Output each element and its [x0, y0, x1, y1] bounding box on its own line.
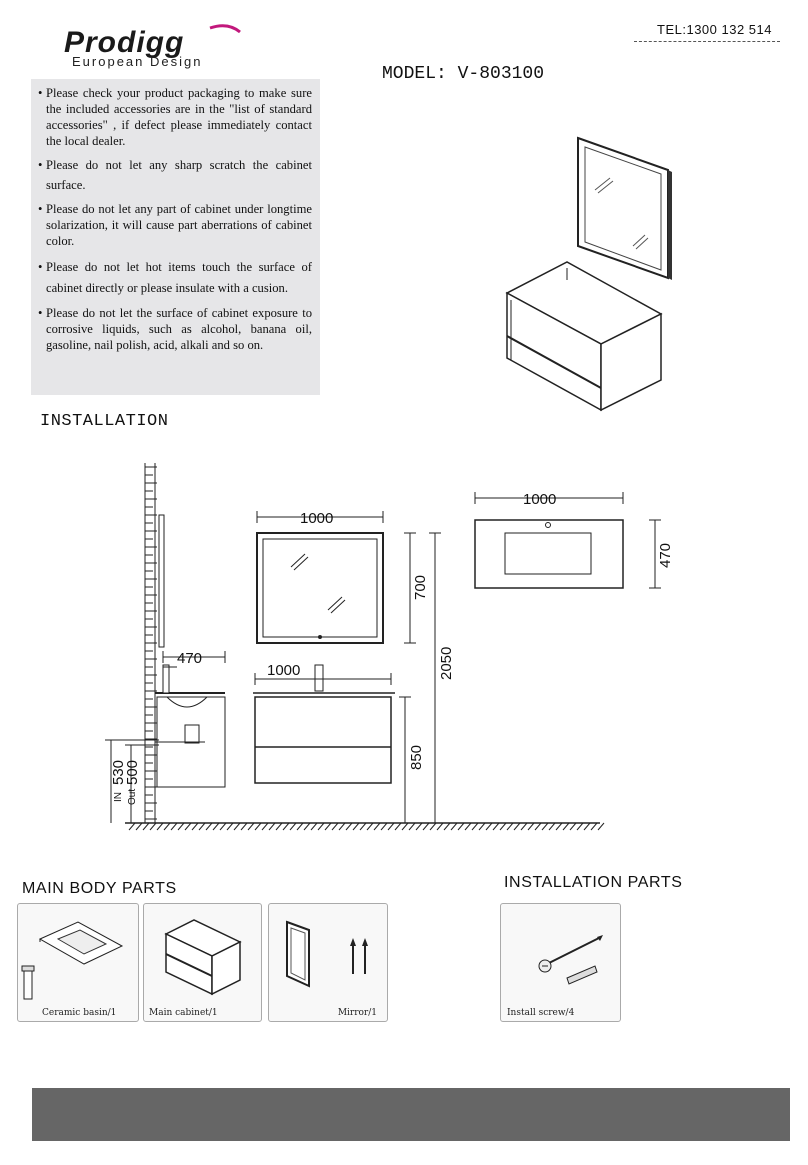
tel-underline: [634, 41, 780, 42]
model-number: MODEL: V-803100: [382, 64, 545, 84]
installation-title: INSTALLATION: [40, 412, 169, 431]
main-cabinet-icon: [144, 904, 262, 1004]
brand-tagline: European Design: [72, 54, 203, 69]
dim-mirror-height: 700: [412, 574, 429, 600]
note-item: • Please do not let the surface of cabinet exposure to corrosive liquids, such as alcohol, banana oil, gasoline, nail polish, acid, alkali and so on.: [38, 306, 312, 352]
part-card-mirror: [268, 903, 388, 1022]
caption-ceramic-basin: Ceramic basin/1: [42, 1008, 117, 1018]
note-item: • Please check your product packaging to make sure the included accessories are in the "list of standard accessories" , if defect please immediately contact the local dealer.: [38, 86, 312, 148]
dim-cabinet-height: 850: [408, 744, 425, 770]
caption-main-cabinet: Main cabinet/1: [149, 1008, 218, 1018]
installation-parts-title: INSTALLATION PARTS: [504, 874, 683, 891]
dim-out-height: 500: [124, 759, 141, 785]
dim-in-height: 530: [110, 759, 127, 785]
main-body-parts-title: MAIN BODY PARTS: [22, 880, 177, 897]
ceramic-basin-icon: [18, 904, 138, 1004]
part-card-cabinet: [143, 903, 262, 1022]
note-item: • Please do not let any sharp scratch the cabinet surface.: [38, 158, 312, 192]
dim-basin-depth: 470: [177, 650, 203, 667]
mirror-icon: [269, 904, 387, 1004]
dim-cabinet-width: 1000: [267, 662, 301, 679]
tel-number: TEL:1300 132 514: [657, 22, 772, 37]
care-notes: [31, 79, 320, 395]
brand-logo: [60, 22, 265, 72]
part-card-basin: [17, 903, 139, 1022]
dim-out-label: Out: [127, 788, 138, 805]
part-card-screw: [500, 903, 621, 1022]
note-item: • Please do not let hot items touch the surface of cabinet directly or please insulate with a cusion.: [38, 260, 312, 295]
dim-mirror-width: 1000: [300, 510, 334, 527]
footer-bar: [32, 1088, 790, 1141]
dim-top-width: 1000: [523, 491, 557, 508]
dim-in-label: IN: [113, 792, 124, 802]
installation-drawing: [95, 455, 674, 835]
install-screw-icon: [501, 904, 619, 1004]
brand-name: Prodigg: [64, 26, 185, 59]
caption-mirror: Mirror/1: [337, 1008, 377, 1018]
dim-top-depth: 470: [657, 542, 674, 568]
product-illustration: [495, 130, 675, 420]
note-item: • Please do not let any part of cabinet under longtime solarization, it will cause part aberrations of cabinet color.: [38, 202, 312, 248]
caption-install-screw: Install screw/4: [507, 1008, 575, 1018]
dim-total-height: 2050: [438, 646, 455, 680]
